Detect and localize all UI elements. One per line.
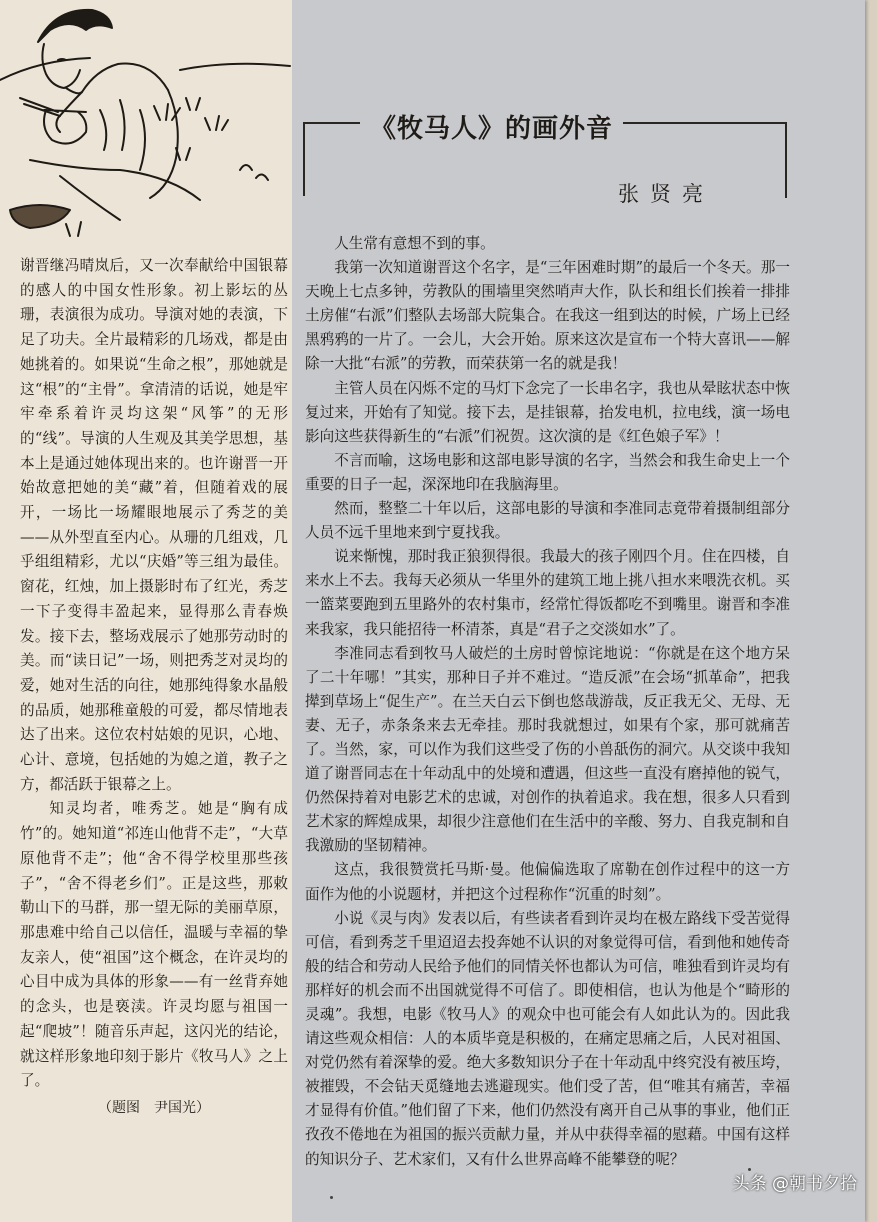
right-paragraph-5: 然而，整整二十年以后，这部电影的导演和李准同志竟带着摄制组部分人员不远千里地来到宁夏找我。: [305, 500, 790, 542]
right-paragraph-6: 说来惭愧，那时我正狼狈得很。我最大的孩子刚四个月。住在四楼，自来水上不去。我每天必须从一华里外的建筑工地上挑八担水来喂洗衣机。买一篮菜要跑到五里路外的农村集市，经常忙得饭都吃不到嘴里。谢晋和李准来我家，我只能招待一杯清茶，真是“君子之交淡如水”了。: [305, 548, 790, 638]
left-column: [20, 254, 288, 1121]
right-paragraph-7: 李准同志看到牧马人破烂的土房时曾惊诧地说：“你就是在这个地方呆了二十年哪！”其实，那种日子并不难过。“造反派”在会场“抓革命”，把我撵到草场上“促生产”。在兰天白云下倒也悠哉游哉，反正我无父、无母、无妻、无子，赤条条来去无牵挂。那时我就想过，如果有个家，那可就痛苦了。当然，家，可以作为我们这些受了伤的小兽舐伤的洞穴。从交谈中我知道了谢晋同志在十年动乱中的处境和遭遇，但这些一直没有磨掉他的锐气，仍然保持着对电影艺术的忠诚，对创作的执着追求。我在想，很多人只看到艺术家的辉煌成果，却很少注意他们在生活中的辛酸、努力、自我克制和自我激励的坚韧精神。: [305, 644, 790, 855]
right-paragraph-1: 人生常有意想不到的事。: [334, 235, 495, 252]
right-paragraph-2: 我第一次知道谢晋这个名字，是“三年困难时期”的最后一个冬天。那一天晚上七点多钟，劳教队的围墙里突然哨声大作，队长和组长们挨着一排排土房催“右派”们整队去场部大院集合。在我这一组到达的时候，广场上已经黑鸦鸦的一片了。一会儿，大会开始。原来这次是宣布一个特大喜讯——解除一大批“右派”的劳教，而荣获第一名的就是我！: [305, 259, 790, 373]
platform-watermark: 头条 @朝书夕拾: [732, 1174, 857, 1194]
right-paragraph-9: 小说《灵与肉》发表以后，有些读者看到许灵均在极左路线下受苦觉得可信，看到秀芝千里迢迢去投奔她不认识的对象觉得可信，看到他和她传奇般的结合和劳动人民给予他们的同情关怀也都认为可信，唯独看到许灵均有那样好的机会而不出国就觉得不可信了。即使相信，也认为他是个“畸形的灵魂”。我想，电影《牧马人》的观众中也可能会有人如此认为的。因此我请这些观众相信：人的本质毕竟是积极的，在痛定思痛之后，人民对祖国、对党仍然有着深挚的爱。绝大多数知识分子在十年动乱中终究没有被压垮，被摧毁，不会钻天觅缝地去逃避现实。他们受了苦，但“唯其有痛苦，幸福才显得有价值。”他们留了下来，他们仍然没有离开自己从事的事业，他们正孜孜不倦地在为祖国的振兴贡献力量，并从中获得幸福的慰藉。中国有这样的知识分子、艺术家们，又有什么世界高峰不能攀登的呢？: [305, 909, 790, 1168]
herdsman-sketch-icon: [0, 0, 300, 250]
author-byline: 张贤亮: [610, 178, 722, 208]
left-paragraph-2: 知灵均者，唯秀芝。她是“胸有成竹”的。她知道“祁连山他背不走”，“大草原他背不走”；他“舍不得学校里那些孩子”，“舍不得老乡们”。正是这些，那敕勒山下的马群，那一望无际的美丽草原，那患难中给自己以信任，温暖与幸福的挚友亲人，使“祖国”这个概念，在许灵均的心目中成为具体的形象——有一丝背弃她的念头，也是亵渎。许灵均愿与祖国一起“爬坡”！随音乐声起，这闪光的结论，就这样形象地印刻于影片《牧马人》之上了。: [20, 800, 288, 1090]
article-title: 《牧马人》的画外音: [360, 108, 623, 145]
left-paragraph-1: 谢晋继冯晴岚后，又一次奉献给中国银幕的感人的中国女性形象。初上影坛的丛珊，表演很为成功。导演对她的表演，下足了功夫。全片最精彩的几场戏，都是由她挑着的。如果说“生命之根”，那她就是这“根”的“主骨”。拿清清的话说，她是牢牢牵系着许灵均这架“风筝”的无形的“线”。导演的人生观及其美学思想，基本上是通过她体现出来的。也许谢晋一开始故意把她的美“藏”着，但随着戏的展开，一场比一场耀眼地展示了秀芝的美——从外型直至内心。从珊的几组戏，几乎组组精彩，尤以“庆婚”等三组为最佳。窗花，红烛，加上摄影时布了红光，秀芝一下子变得丰盈起来，显得那么青春焕发。接下去，整场戏展示了她那劳动时的美。而“读日记”一场，则把秀芝对灵均的爱，她对生活的向往，她那纯得象水晶般的品质，她那稚童般的可爱，都尽情地表达了出来。这位农村姑娘的见识，心地、心计、意境，包括她的为媳之道，教子之方，都活跃于银幕之上。: [20, 257, 288, 793]
right-paragraph-4: 不言而喻，这场电影和这部电影导演的名字，当然会和我生命史上一个重要的日子一起，深深地印在我脑海里。: [305, 451, 790, 493]
print-speck: [330, 1196, 333, 1199]
illustration-credit: （题图 尹国光）: [98, 1099, 210, 1116]
right-paragraph-8: 这点，我很赞赏托马斯·曼。他偏偏选取了席勒在创作过程中的这一方面作为他的小说题材，并把这个过程称作“沉重的时刻”。: [305, 861, 790, 903]
right-paragraph-3: 主管人员在闪烁不定的马灯下念完了一长串名字，我也从晕眩状态中恢复过来，开始有了知觉。接下去，是挂银幕，抬发电机，拉电线，演一场电影向这些获得新生的“右派”们祝贺。这次演的是《红色娘子军》！: [305, 379, 790, 445]
right-column: [305, 232, 790, 1172]
